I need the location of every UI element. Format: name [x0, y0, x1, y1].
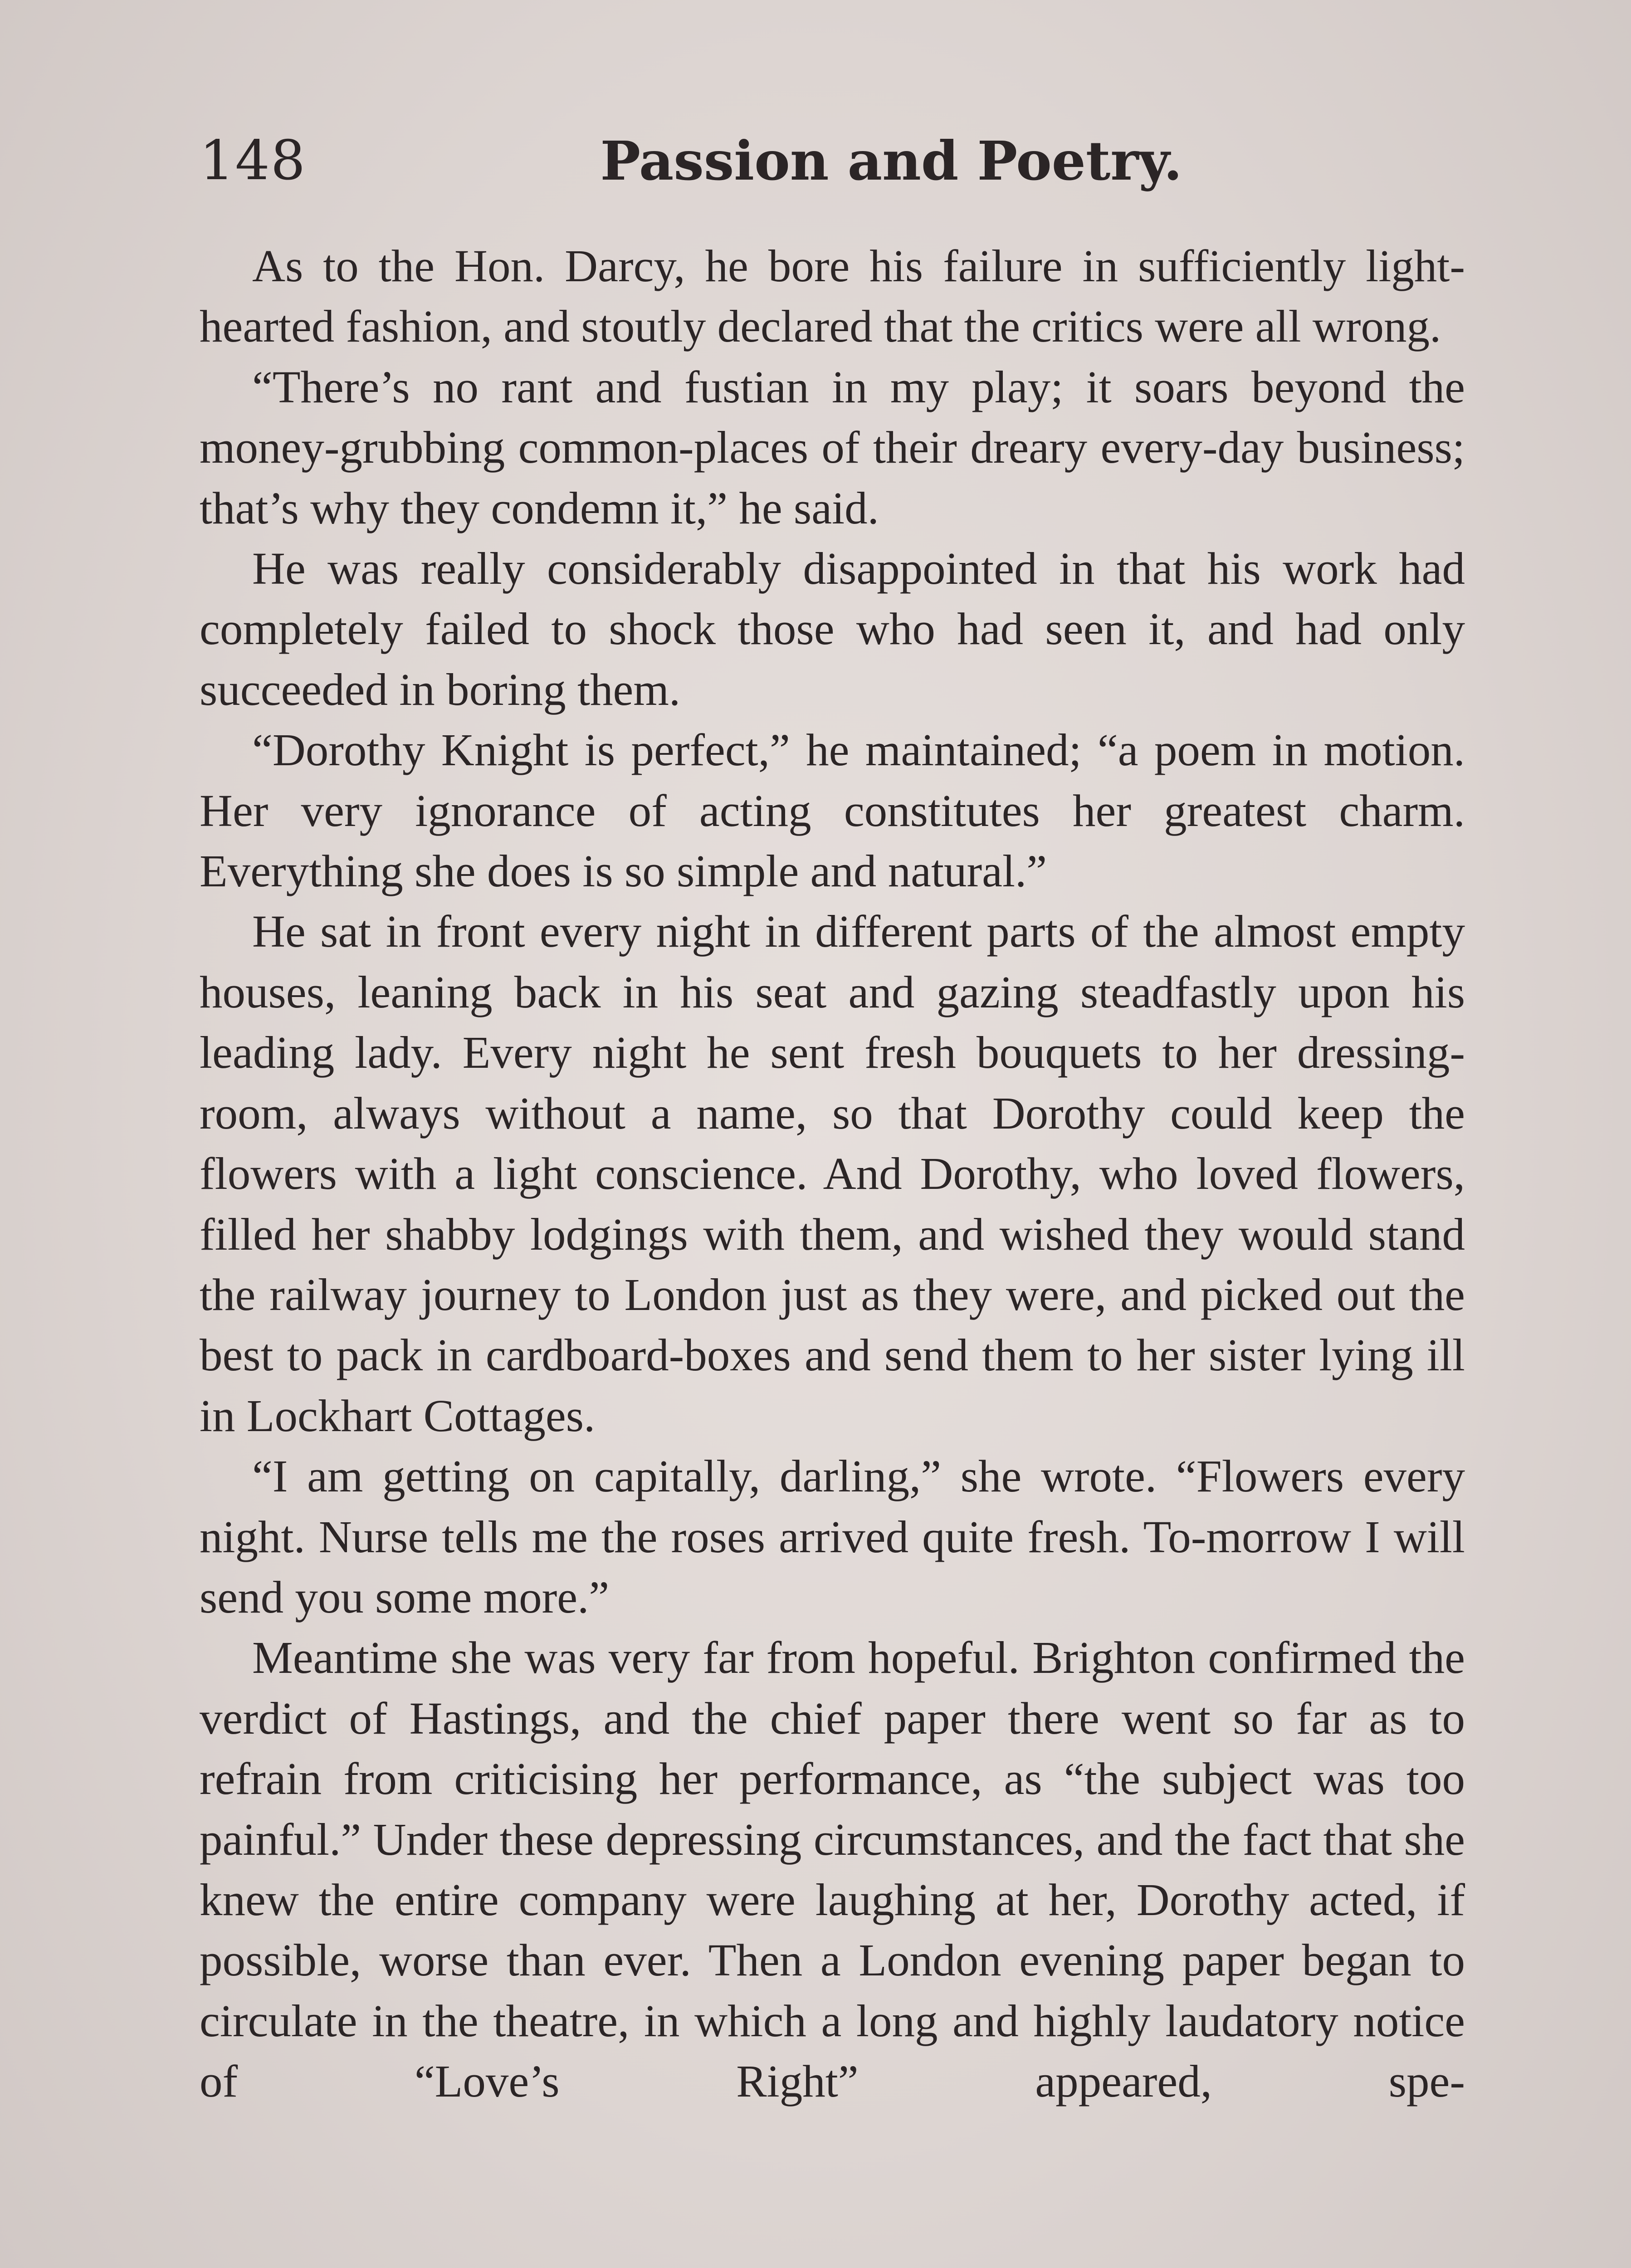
page-number: 148 — [200, 129, 307, 192]
paragraph: He sat in front every night in different parts of the almost empty houses, leaning back in his seat and gazing steadfastly upon his leading lady. Every night he sent fresh bouquets to her dressing-room, always without a name, so that Dorothy could keep the flowers with a light conscience. And Dorothy, who loved flowers, filled her shabby lodgings with them, and wished they would stand the railway journey to London just as they were, and picked out the best to pack in cardboard-boxes and send them to her sister lying ill in Lockhart Cottages. — [200, 906, 1465, 1441]
paragraph: “I am getting on capitally, darling,” she wrote. “Flowers every night. Nurse tells me the roses arrived quite fresh. To-morrow I will send you some more.” — [200, 1451, 1465, 1623]
paragraph: “Dorothy Knight is perfect,” he maintained; “a poem in motion. Her very ignorance of acting constitutes her greatest charm. Everything she does is so simple and natural.” — [200, 724, 1465, 897]
paragraph: As to the Hon. Darcy, he bore his failure in sufficiently light-hearted fashion, and stoutly declared that the critics were all wrong. — [200, 240, 1465, 352]
paragraph: He was really considerably disappointed in that his work had completely failed to shock those who had seen it, and had only succeeded in boring them. — [200, 543, 1465, 715]
body-text — [200, 236, 1465, 2112]
running-title: Passion and Poetry. — [600, 129, 1182, 192]
paragraph: Meantime she was very far from hopeful. Brighton confirmed the verdict of Hastings, and the chief paper there went so far as to refrain from criticising her performance, as “the subject was too painful.” Under these depressing circumstances, and the fact that she knew the entire company were laughing at her, Dorothy acted, if possible, worse than ever. Then a London evening paper began to circulate in the theatre, in which a long and highly laudatory notice of “Love’s Right” appeared, spe- — [200, 1632, 1465, 2107]
page-header — [200, 122, 1465, 200]
paragraph: “There’s no rant and fustian in my play; it soars beyond the money-grubbing common-places of their dreary every-day business; that’s why they condemn it,” he said. — [200, 361, 1465, 533]
